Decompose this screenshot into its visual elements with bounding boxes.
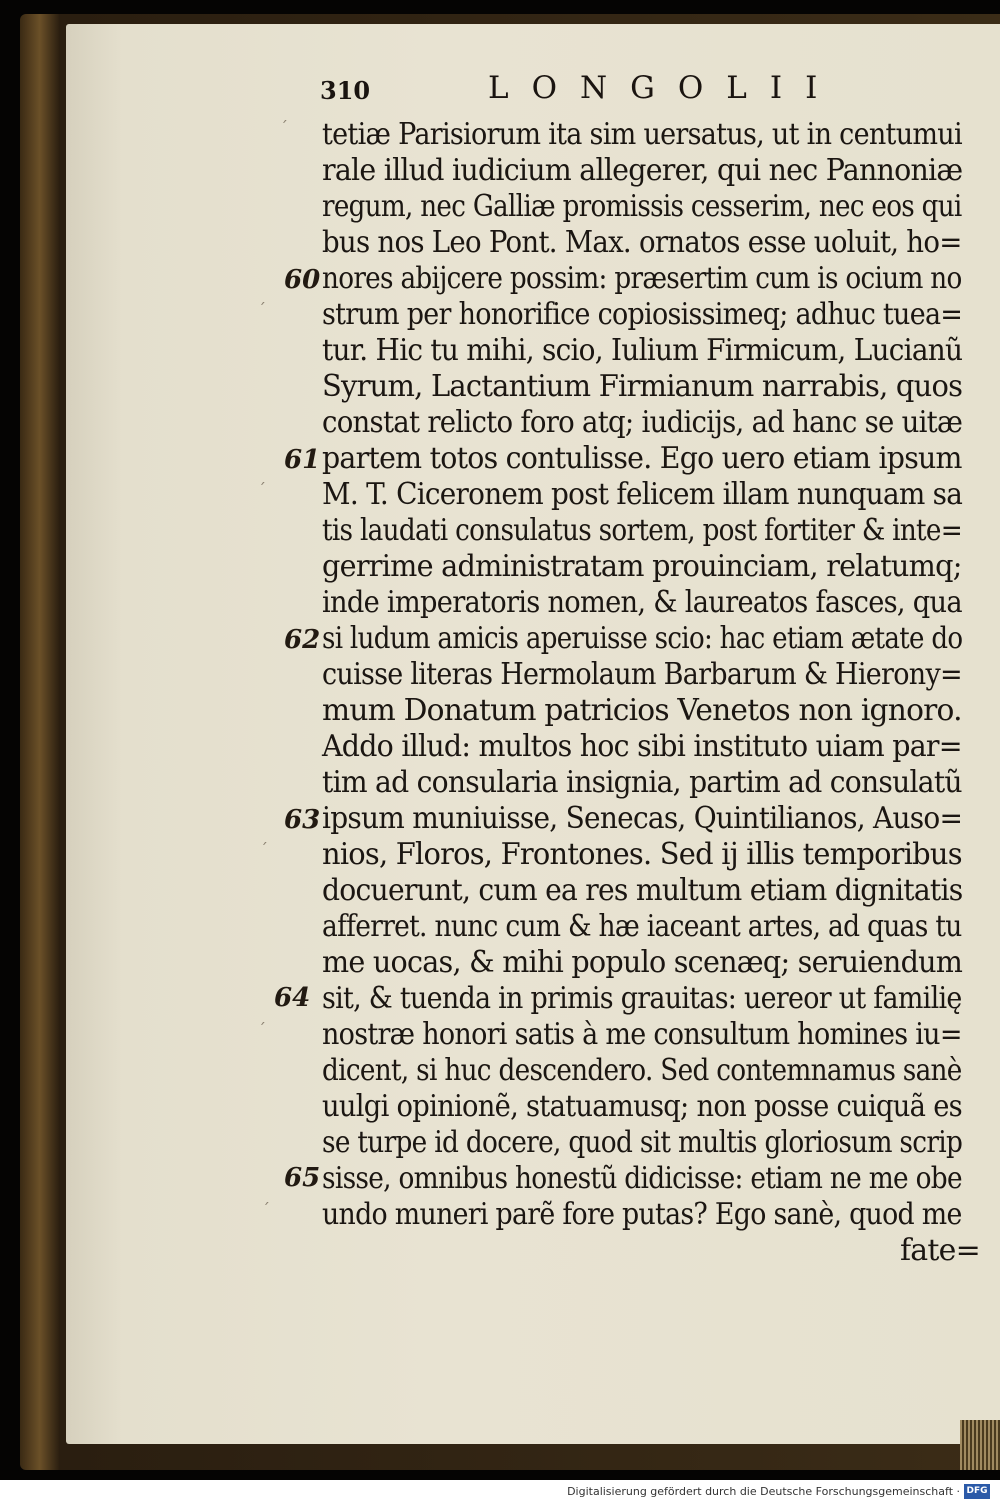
text-line: inde imperatoris nomen, & laureatos fasces, qua	[322, 585, 962, 620]
margin-mark: ˊ	[258, 300, 266, 319]
text-line: constat relicto foro atq; iudicijs, ad hanc se uitæ	[322, 405, 963, 440]
text-line: M. T. Ciceronem post felicem illam nunquam sa	[322, 477, 963, 512]
text-line: docuerunt, cum ea res multum etiam dignitatis	[322, 873, 963, 908]
marginal-number: 63	[284, 805, 321, 835]
page-number: 310	[320, 76, 371, 105]
text-line: tetiæ Parisiorum ita sim uersatus, ut in centumui	[322, 117, 962, 152]
marginal-number: 65	[284, 1163, 321, 1193]
text-line: gerrime administratam prouinciam, relatumq;	[322, 549, 962, 584]
margin-mark: ˊ	[280, 118, 288, 137]
text-line: tis laudati consulatus sortem, post fortiter & inte=	[322, 513, 963, 548]
marginal-number: 60	[284, 265, 321, 295]
text-line: dicent, si huc descendero. Sed contemnamus sanè	[322, 1053, 962, 1088]
page-header	[0, 70, 1000, 110]
margin-mark: ˊ	[258, 1020, 266, 1039]
text-line: sisse, omnibus honestũ didicisse: etiam ne me obe	[322, 1161, 962, 1196]
text-line: Syrum, Lactantium Firmianum narrabis, quos	[322, 369, 963, 404]
text-line: nostræ honori satis à me consultum homines iu=	[322, 1017, 962, 1052]
marginal-number: 62	[284, 625, 321, 655]
text-line: afferret. nunc cum & hæ iaceant artes, ad quas tu	[322, 909, 962, 944]
page-stack-edge	[960, 1420, 1000, 1470]
footer-bar	[0, 1480, 1000, 1505]
running-head: LONGOLII	[488, 70, 841, 106]
text-line: undo muneri parẽ fore putas? Ego sanè, quod me	[322, 1197, 962, 1232]
text-line: nios, Floros, Frontones. Sed ij illis temporibus	[322, 837, 962, 872]
margin-mark: ˊ	[262, 1200, 270, 1219]
text-line: mum Donatum patricios Venetos non ignoro.	[322, 693, 962, 728]
text-line: uulgi opinionẽ, statuamusq; non posse cuiquã es	[322, 1089, 962, 1124]
catchword: fate=	[900, 1233, 980, 1268]
margin-mark: ˊ	[258, 480, 266, 499]
dfg-logo: DFG	[964, 1484, 990, 1499]
marginal-number: 64	[274, 983, 311, 1013]
margin-mark: ˊ	[260, 840, 268, 859]
text-line: nores abijcere possim: præsertim cum is ocium no	[322, 261, 962, 296]
text-line: strum per honorifice copiosissimeq; adhuc tuea=	[322, 297, 963, 332]
text-line: si ludum amicis aperuisse scio: hac etiam ætate do	[322, 621, 963, 656]
text-line: regum, nec Galliæ promissis cesserim, nec eos qui	[322, 189, 962, 224]
text-line: tur. Hic tu mihi, scio, Iulium Firmicum, Lucianũ	[322, 333, 963, 368]
text-line: me uocas, & mihi populo scenæq; seruiendum	[322, 945, 963, 980]
text-line: rale illud iudicium allegerer, qui nec Pannoniæ	[322, 153, 963, 188]
text-line: partem totos contulisse. Ego uero etiam ipsum	[322, 441, 962, 476]
text-line: Addo illud: multos hoc sibi instituto uiam par=	[322, 729, 962, 764]
text-line: ipsum muniuisse, Senecas, Quintilianos, Auso=	[322, 801, 963, 836]
footer-credit: Digitalisierung gefördert durch die Deutsche Forschungsgemeinschaft ·	[567, 1485, 960, 1498]
text-line: se turpe id docere, quod sit multis gloriosum scrip	[322, 1125, 963, 1160]
text-line: cuisse literas Hermolaum Barbarum & Hierony=	[322, 657, 962, 692]
marginal-number: 61	[284, 445, 321, 475]
text-line: bus nos Leo Pont. Max. ornatos esse uoluit, ho=	[322, 225, 962, 260]
text-line: sit, & tuenda in primis grauitas: uereor ut familię	[322, 981, 962, 1016]
text-line: tim ad consularia insignia, partim ad consulatũ	[322, 765, 962, 800]
